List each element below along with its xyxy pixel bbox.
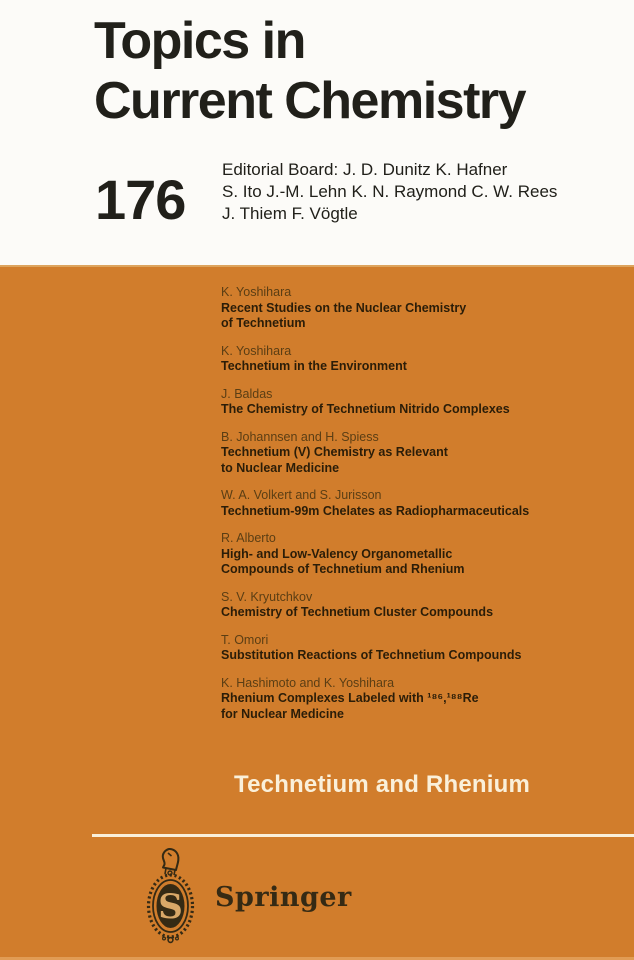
contribution-title: The Chemistry of Technetium Nitrido Complexes [221,402,510,416]
contribution-authors: K. Yoshihara [221,343,292,358]
contribution-title: High- and Low-Valency Organometallic Compounds of Technetium and Rhenium [221,546,465,576]
contribution-authors: R. Alberto [221,531,276,545]
editorial-board-line: S. Ito J.-M. Lehn K. N. Raymond C. W. Rees [222,182,558,201]
series-title [94,11,525,131]
contribution-item [221,488,601,519]
contribution-item [221,633,601,664]
contribution-item [221,285,601,332]
contribution-item [221,430,601,477]
orange-panel [0,265,634,960]
series-title-line1: Topics in [94,12,305,70]
editorial-board-line: J. Thiem F. Vögtle [222,204,358,223]
contribution-item [221,344,601,375]
editorial-board [222,159,557,225]
volume-number: 176 [95,168,186,231]
contribution-authors: S. V. Kryutchkov [221,589,313,604]
contribution-item [221,531,601,578]
series-title-line2: Current Chemistry [94,72,526,130]
editorial-board-line: Editorial Board: J. D. Dunitz K. Hafner [222,160,508,179]
contribution-item [221,676,601,723]
contribution-authors: K. Yoshihara [221,285,292,299]
springer-knight-logo-icon [142,847,200,947]
contribution-authors: T. Omori [221,632,269,647]
svg-text:S: S [158,887,183,927]
contribution-authors: K. Hashimoto and K. Yoshihara [221,675,395,690]
contribution-authors: B. Johannsen and H. Spiess [221,429,379,444]
contribution-item [221,387,601,418]
contribution-title: Chemistry of Technetium Cluster Compounds [221,605,494,619]
contribution-title: Recent Studies on the Nuclear Chemistry of Technetium [221,300,467,330]
contribution-list [221,285,601,734]
publisher [142,847,352,947]
contribution-title: Rhenium Complexes Labeled with ¹⁸⁶,¹⁸⁸Re for Nuclear Medicine [221,691,479,721]
contribution-authors: W. A. Volkert and S. Jurisson [221,488,382,502]
publisher-name: Springer [215,881,352,913]
contribution-authors: J. Baldas [221,386,273,401]
contribution-title: Substitution Reactions of Technetium Compounds [221,648,522,662]
book-title: Technetium and Rhenium [234,771,530,798]
contribution-title: Technetium (V) Chemistry as Relevant to Nuclear Medicine [221,445,448,475]
contribution-item [221,590,601,621]
contribution-title: Technetium-99m Chelates as Radiopharmaceuticals [221,503,530,518]
divider-rule [92,834,634,837]
contribution-title: Technetium in the Environment [221,359,407,373]
